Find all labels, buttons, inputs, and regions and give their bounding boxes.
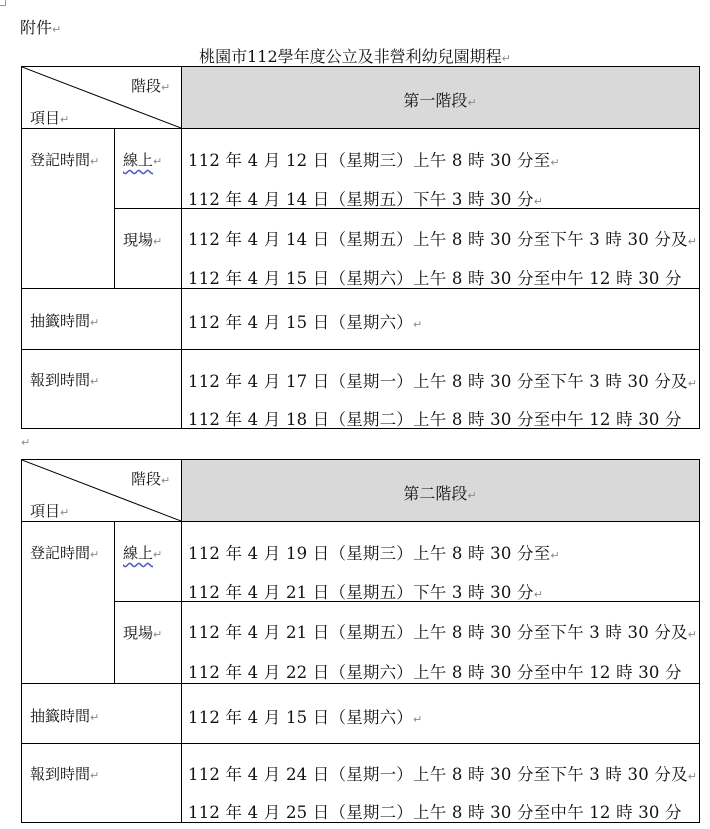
row-divider	[22, 521, 699, 522]
row-divider	[22, 128, 699, 129]
between-tables-mark: ↵	[21, 436, 31, 449]
onsite-line-2: 112 年 4 月 15 日（星期六）上午 8 時 30 分至中午 12 時 30 分	[188, 269, 682, 288]
onsite-label: 現場↵	[123, 624, 163, 642]
attachment-label: 附件↵	[20, 18, 62, 37]
row-divider	[22, 349, 699, 350]
header-item-label: 項目↵	[30, 109, 70, 127]
stage-title: 第二階段↵	[403, 484, 477, 503]
report-line-1: 112 年 4 月 17 日（星期一）上午 8 時 30 分至下午 3 時 30 分及↵	[188, 372, 698, 391]
lottery-line: 112 年 4 月 15 日（星期六）↵	[188, 708, 423, 727]
online-line-2: 112 年 4 月 21 日（星期五）下午 3 時 30 分↵	[188, 583, 544, 602]
lottery-line: 112 年 4 月 15 日（星期六）↵	[188, 313, 423, 332]
report-label: 報到時間↵	[30, 371, 100, 389]
onsite-label: 現場↵	[123, 231, 163, 249]
row-divider	[22, 743, 699, 744]
header-stage-label: 階段↵	[131, 470, 171, 488]
online-label: 線上↵	[123, 151, 163, 169]
stage-title: 第一階段↵	[403, 91, 477, 110]
onsite-line-2: 112 年 4 月 22 日（星期六）上午 8 時 30 分至中午 12 時 30 分	[188, 663, 682, 682]
column-divider	[181, 67, 182, 428]
online-label: 線上↵	[123, 544, 163, 562]
register-label: 登記時間↵	[30, 544, 100, 562]
online-line-1: 112 年 4 月 12 日（星期三）上午 8 時 30 分至↵	[188, 151, 560, 170]
online-line-2: 112 年 4 月 14 日（星期五）下午 3 時 30 分↵	[188, 190, 544, 209]
subcolumn-divider	[114, 521, 115, 683]
header-stage-label: 階段↵	[131, 77, 171, 95]
schedule-table-stage-1	[21, 66, 700, 429]
schedule-table-stage-2	[21, 459, 700, 823]
doc-title: 桃園市112學年度公立及非營利幼兒園期程↵	[199, 47, 511, 66]
lottery-label: 抽籤時間↵	[30, 707, 100, 725]
page-corner-mark	[0, 0, 6, 6]
register-label: 登記時間↵	[30, 151, 100, 169]
column-divider	[181, 460, 182, 822]
onsite-line-1: 112 年 4 月 21 日（星期五）上午 8 時 30 分至下午 3 時 30 分及↵	[188, 623, 698, 642]
report-label: 報到時間↵	[30, 765, 100, 783]
report-line-1: 112 年 4 月 24 日（星期一）上午 8 時 30 分至下午 3 時 30 分及↵	[188, 765, 698, 784]
lottery-label: 抽籤時間↵	[30, 312, 100, 330]
row-divider	[22, 683, 699, 684]
header-item-label: 項目↵	[30, 502, 70, 520]
onsite-line-1: 112 年 4 月 14 日（星期五）上午 8 時 30 分至下午 3 時 30 分及↵	[188, 230, 698, 249]
report-line-2: 112 年 4 月 25 日（星期二）上午 8 時 30 分至中午 12 時 30 分	[188, 803, 682, 822]
report-line-2: 112 年 4 月 18 日（星期二）上午 8 時 30 分至中午 12 時 30 分	[188, 410, 682, 429]
online-line-1: 112 年 4 月 19 日（星期三）上午 8 時 30 分至↵	[188, 544, 560, 563]
